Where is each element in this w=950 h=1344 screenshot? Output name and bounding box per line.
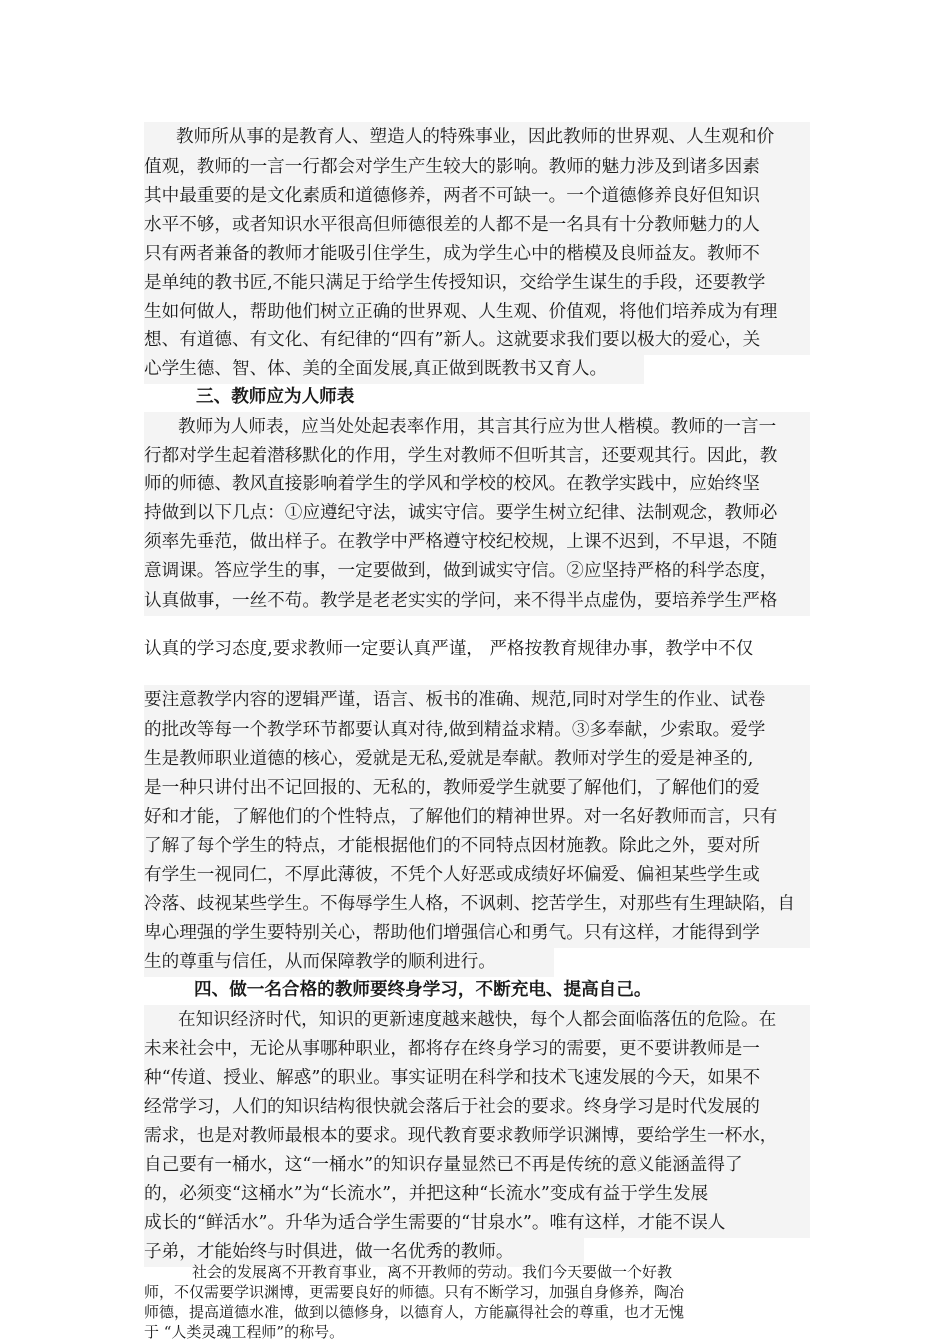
paragraph-line: 生如何做人，帮助他们树立正确的世界观、人生观、价值观，将他们培养成为有理 (144, 297, 810, 327)
paragraph-line: 教师为人师表，应当处处起表率作用，其言其行应为世人楷模。教师的一言一 (144, 412, 810, 442)
paragraph-line: 认真做事，一丝不苟。教学是老老实实的学问，来不得半点虚伪，要培养学生严格 (144, 586, 810, 616)
paragraph-line: 种“传道、授业、解惑”的职业。事实证明在科学和技术飞速发展的今天，如果不 (144, 1063, 810, 1093)
paragraph-line: 了解了每个学生的特点，才能根据他们的不同特点因材施教。除此之外，要对所 (144, 831, 810, 861)
paragraph-line: 心学生德、智、体、美的全面发展,真正做到既教书又育人。 (144, 354, 644, 384)
paragraph-line: 社会的发展离不开教育事业，离不开教师的劳动。我们今天要做一个好教 (192, 1263, 673, 1281)
paragraph-line: 子弟，才能始终与时俱进，做一名优秀的教师。 (144, 1237, 584, 1267)
paragraph-line: 在知识经济时代，知识的更新速度越来越快，每个人都会面临落伍的危险。在 (144, 1005, 810, 1035)
paragraph-line: 有学生一视同仁，不厚此薄彼，不凭个人好恶或成绩好坏偏爱、偏袒某些学生或 (144, 860, 810, 890)
paragraph-line: 师的师德、教风直接影响着学生的学风和学校的校风。在教学实践中，应始终坚 (144, 469, 810, 499)
paragraph-line: 的，必须变“这桶水”为“长流水”，并把这种“长流水”变成有益于学生发展 (144, 1179, 810, 1209)
paragraph-line: 成长的“鲜活水”。升华为适合学生需要的“甘泉水”。唯有这样，才能不误人 (144, 1208, 810, 1238)
paragraph-line: 是一种只讲付出不记回报的、无私的，教师爱学生就要了解他们，了解他们的爱 (144, 773, 810, 803)
paragraph-line: 只有两者兼备的教师才能吸引住学生，成为学生心中的楷模及良师益友。教师不 (144, 239, 810, 269)
paragraph-line: 要注意教学内容的逻辑严谨，语言、板书的准确、规范,同时对学生的作业、试卷 (144, 685, 810, 715)
paragraph-line: 自己要有一桶水，这“一桶水”的知识存量显然已不再是传统的意义能涵盖得了 (144, 1150, 810, 1180)
paragraph-line: 意调课。答应学生的事，一定要做到，做到诚实守信。②应坚持严格的科学态度， (144, 556, 810, 586)
paragraph-line: 认真的学习态度,要求教师一定要认真严谨， 严格按教育规律办事，教学中不仅 (144, 639, 754, 659)
paragraph-line: 卑心理强的学生要特别关心，帮助他们增强信心和勇气。只有这样，才能得到学 (144, 918, 810, 948)
paragraph-line: 未来社会中，无论从事哪种职业，都将存在终身学习的需要，更不要讲教师是一 (144, 1034, 810, 1064)
paragraph-line: 持做到以下几点：①应遵纪守法，诚实守信。要学生树立纪律、法制观念，教师必 (144, 498, 810, 528)
paragraph-line: 师，不仅需要学识渊博，更需要良好的师德。只有不断学习，加强自身修养，陶冶 (144, 1283, 685, 1301)
paragraph-line: 其中最重要的是文化素质和道德修养，两者不可缺一。一个道德修养良好但知识 (144, 181, 810, 211)
paragraph-line: 值观，教师的一言一行都会对学生产生较大的影响。教师的魅力涉及到诸多因素 (144, 152, 810, 182)
paragraph-line: 冷落、歧视某些学生。不侮辱学生人格，不讽刺、挖苦学生，对那些有生理缺陷，自 (144, 889, 810, 919)
paragraph-line: 经常学习，人们的知识结构很快就会落后于社会的要求。终身学习是时代发展的 (144, 1092, 810, 1122)
paragraph-line: 师德，提高道德水准，做到以德修身，以德育人，方能赢得社会的尊重，也才无愧 (144, 1303, 685, 1321)
paragraph-line: 须率先垂范，做出样子。在教学中严格遵守校纪校规，上课不迟到，不早退，不随 (144, 527, 810, 557)
paragraph-line: 水平不够，或者知识水平很高但师德很差的人都不是一名具有十分教师魅力的人 (144, 210, 810, 240)
paragraph-line: 教师所从事的是教育人、塑造人的特殊事业，因此教师的世界观、人生观和价 (144, 122, 810, 152)
section-heading: 四、做一名合格的教师要终身学习，不断充电、提高自己。 (194, 980, 652, 1000)
paragraph-line: 需求，也是对教师最根本的要求。现代教育要求教师学识渊博，要给学生一杯水， (144, 1121, 810, 1151)
paragraph-line: 行都对学生起着潜移默化的作用，学生对教师不但听其言，还要观其行。因此，教 (144, 441, 810, 471)
section-heading: 三、教师应为人师表 (196, 387, 355, 407)
paragraph-line: 于 “人类灵魂工程师”的称号。 (144, 1323, 345, 1341)
paragraph-line: 生是教师职业道德的核心，爱就是无私,爱就是奉献。教师对学生的爱是神圣的, (144, 744, 810, 774)
paragraph-line: 好和才能，了解他们的个性特点，了解他们的精神世界。对一名好教师而言，只有 (144, 802, 810, 832)
paragraph-line: 的批改等每一个教学环节都要认真对待,做到精益求精。③多奉献，少索取。爱学 (144, 715, 810, 745)
paragraph-line: 想、有道德、有文化、有纪律的“四有”新人。这就要求我们要以极大的爱心，关 (144, 325, 810, 355)
paragraph-line: 生的尊重与信任，从而保障教学的顺利进行。 (144, 947, 554, 977)
paragraph-line: 是单纯的教书匠,不能只满足于给学生传授知识，交给学生谋生的手段，还要教学 (144, 268, 810, 298)
